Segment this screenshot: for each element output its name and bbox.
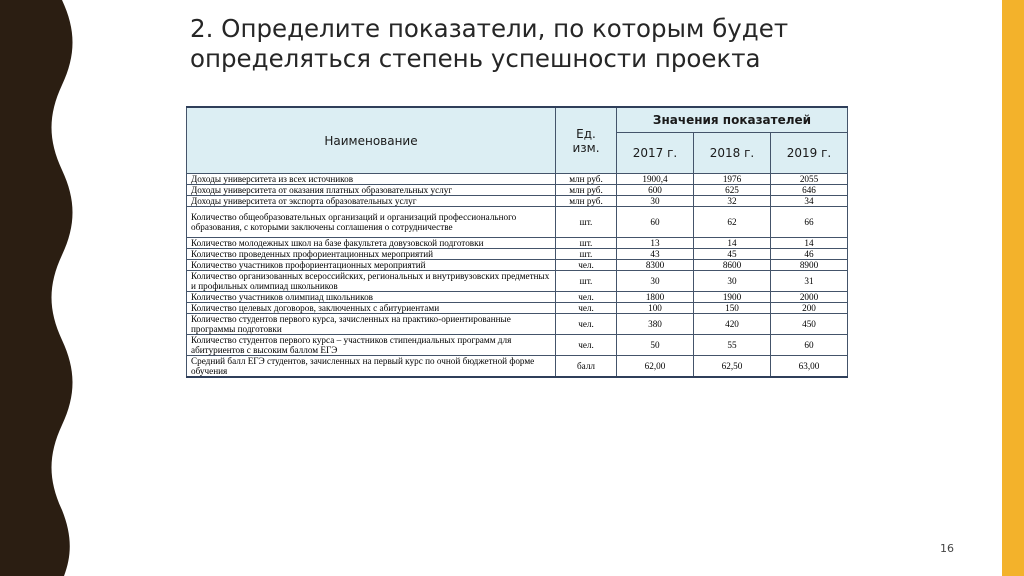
table-row bbox=[187, 292, 848, 303]
row-name: Количество общеобразовательных организаций и организаций профессионального образования, с которыми заключены соглашения о сотрудничестве bbox=[187, 207, 556, 238]
row-value-2018: 45 bbox=[694, 249, 771, 260]
row-value-2018: 420 bbox=[694, 314, 771, 335]
header-name: Наименование bbox=[187, 107, 556, 174]
table-row bbox=[187, 303, 848, 314]
row-unit: чел. bbox=[556, 292, 617, 303]
row-value-2018: 14 bbox=[694, 238, 771, 249]
row-value-2018: 8600 bbox=[694, 260, 771, 271]
row-name: Средний балл ЕГЭ студентов, зачисленных на первый курс по очной бюджетной форме обучения bbox=[187, 356, 556, 378]
row-unit: млн руб. bbox=[556, 196, 617, 207]
row-unit: млн руб. bbox=[556, 185, 617, 196]
row-unit: млн руб. bbox=[556, 174, 617, 185]
row-unit: шт. bbox=[556, 238, 617, 249]
row-value-2017: 62,00 bbox=[617, 356, 694, 378]
row-unit: балл bbox=[556, 356, 617, 378]
header-unit-line-1: Ед. bbox=[576, 126, 596, 141]
row-name: Количество участников профориентационных мероприятий bbox=[187, 260, 556, 271]
table-row bbox=[187, 185, 848, 196]
row-value-2018: 150 bbox=[694, 303, 771, 314]
row-unit: шт. bbox=[556, 271, 617, 292]
wavy-left-decoration bbox=[0, 0, 80, 576]
row-unit: шт. bbox=[556, 207, 617, 238]
metrics-table bbox=[186, 106, 848, 378]
row-value-2017: 13 bbox=[617, 238, 694, 249]
row-name: Доходы университета из всех источников bbox=[187, 174, 556, 185]
row-value-2019: 8900 bbox=[771, 260, 848, 271]
table-row bbox=[187, 271, 848, 292]
slide-title-line-1: 2. Определите показатели, по которым будет bbox=[190, 14, 789, 43]
right-accent-bar bbox=[1002, 0, 1024, 576]
row-name: Количество участников олимпиад школьников bbox=[187, 292, 556, 303]
row-value-2017: 30 bbox=[617, 271, 694, 292]
row-value-2017: 43 bbox=[617, 249, 694, 260]
row-value-2019: 34 bbox=[771, 196, 848, 207]
row-value-2017: 60 bbox=[617, 207, 694, 238]
row-value-2017: 600 bbox=[617, 185, 694, 196]
row-unit: чел. bbox=[556, 314, 617, 335]
table-row bbox=[187, 249, 848, 260]
slide-title-line-2: определяться степень успешности проекта bbox=[190, 44, 761, 73]
row-name: Количество молодежных школ на базе факультета довузовской подготовки bbox=[187, 238, 556, 249]
row-value-2017: 380 bbox=[617, 314, 694, 335]
row-name: Количество проведенных профориентационных мероприятий bbox=[187, 249, 556, 260]
row-value-2019: 14 bbox=[771, 238, 848, 249]
row-value-2019: 31 bbox=[771, 271, 848, 292]
row-value-2018: 32 bbox=[694, 196, 771, 207]
row-value-2019: 200 bbox=[771, 303, 848, 314]
table-row bbox=[187, 196, 848, 207]
row-value-2017: 8300 bbox=[617, 260, 694, 271]
row-value-2019: 60 bbox=[771, 335, 848, 356]
row-value-2019: 2055 bbox=[771, 174, 848, 185]
row-value-2018: 1976 bbox=[694, 174, 771, 185]
row-value-2019: 63,00 bbox=[771, 356, 848, 378]
row-unit: шт. bbox=[556, 249, 617, 260]
row-unit: чел. bbox=[556, 260, 617, 271]
header-unit-line-2: изм. bbox=[572, 140, 600, 155]
header-year-2018: 2018 г. bbox=[694, 133, 771, 174]
row-unit: чел. bbox=[556, 303, 617, 314]
row-value-2017: 50 bbox=[617, 335, 694, 356]
row-value-2017: 1900,4 bbox=[617, 174, 694, 185]
header-year-2019: 2019 г. bbox=[771, 133, 848, 174]
row-name: Доходы университета от оказания платных образовательных услуг bbox=[187, 185, 556, 196]
row-value-2017: 1800 bbox=[617, 292, 694, 303]
row-value-2019: 646 bbox=[771, 185, 848, 196]
row-name: Количество целевых договоров, заключенных с абитуриентами bbox=[187, 303, 556, 314]
row-unit: чел. bbox=[556, 335, 617, 356]
table-row bbox=[187, 207, 848, 238]
row-name: Количество студентов первого курса, зачисленных на практико-ориентированные программы подготовки bbox=[187, 314, 556, 335]
header-year-2017: 2017 г. bbox=[617, 133, 694, 174]
row-value-2019: 66 bbox=[771, 207, 848, 238]
row-value-2018: 62 bbox=[694, 207, 771, 238]
table-row bbox=[187, 238, 848, 249]
table-row bbox=[187, 174, 848, 185]
table-row bbox=[187, 356, 848, 378]
row-value-2018: 62,50 bbox=[694, 356, 771, 378]
table-row bbox=[187, 335, 848, 356]
row-name: Количество организованных всероссийских, региональных и внутривузовских предметных и профильных олимпиад школьников bbox=[187, 271, 556, 292]
slide-title bbox=[190, 14, 970, 74]
header-unit bbox=[556, 107, 617, 174]
header-values-group: Значения показателей bbox=[617, 107, 848, 133]
page-number: 16 bbox=[940, 542, 954, 555]
table-row bbox=[187, 260, 848, 271]
table-row bbox=[187, 314, 848, 335]
row-value-2019: 450 bbox=[771, 314, 848, 335]
row-name: Количество студентов первого курса – участников стипендиальных программ для абитуриентов с высоким баллом ЕГЭ bbox=[187, 335, 556, 356]
row-value-2018: 1900 bbox=[694, 292, 771, 303]
row-value-2019: 2000 bbox=[771, 292, 848, 303]
row-value-2018: 30 bbox=[694, 271, 771, 292]
row-value-2018: 55 bbox=[694, 335, 771, 356]
row-name: Доходы университета от экспорта образовательных услуг bbox=[187, 196, 556, 207]
row-value-2018: 625 bbox=[694, 185, 771, 196]
row-value-2017: 100 bbox=[617, 303, 694, 314]
row-value-2017: 30 bbox=[617, 196, 694, 207]
row-value-2019: 46 bbox=[771, 249, 848, 260]
